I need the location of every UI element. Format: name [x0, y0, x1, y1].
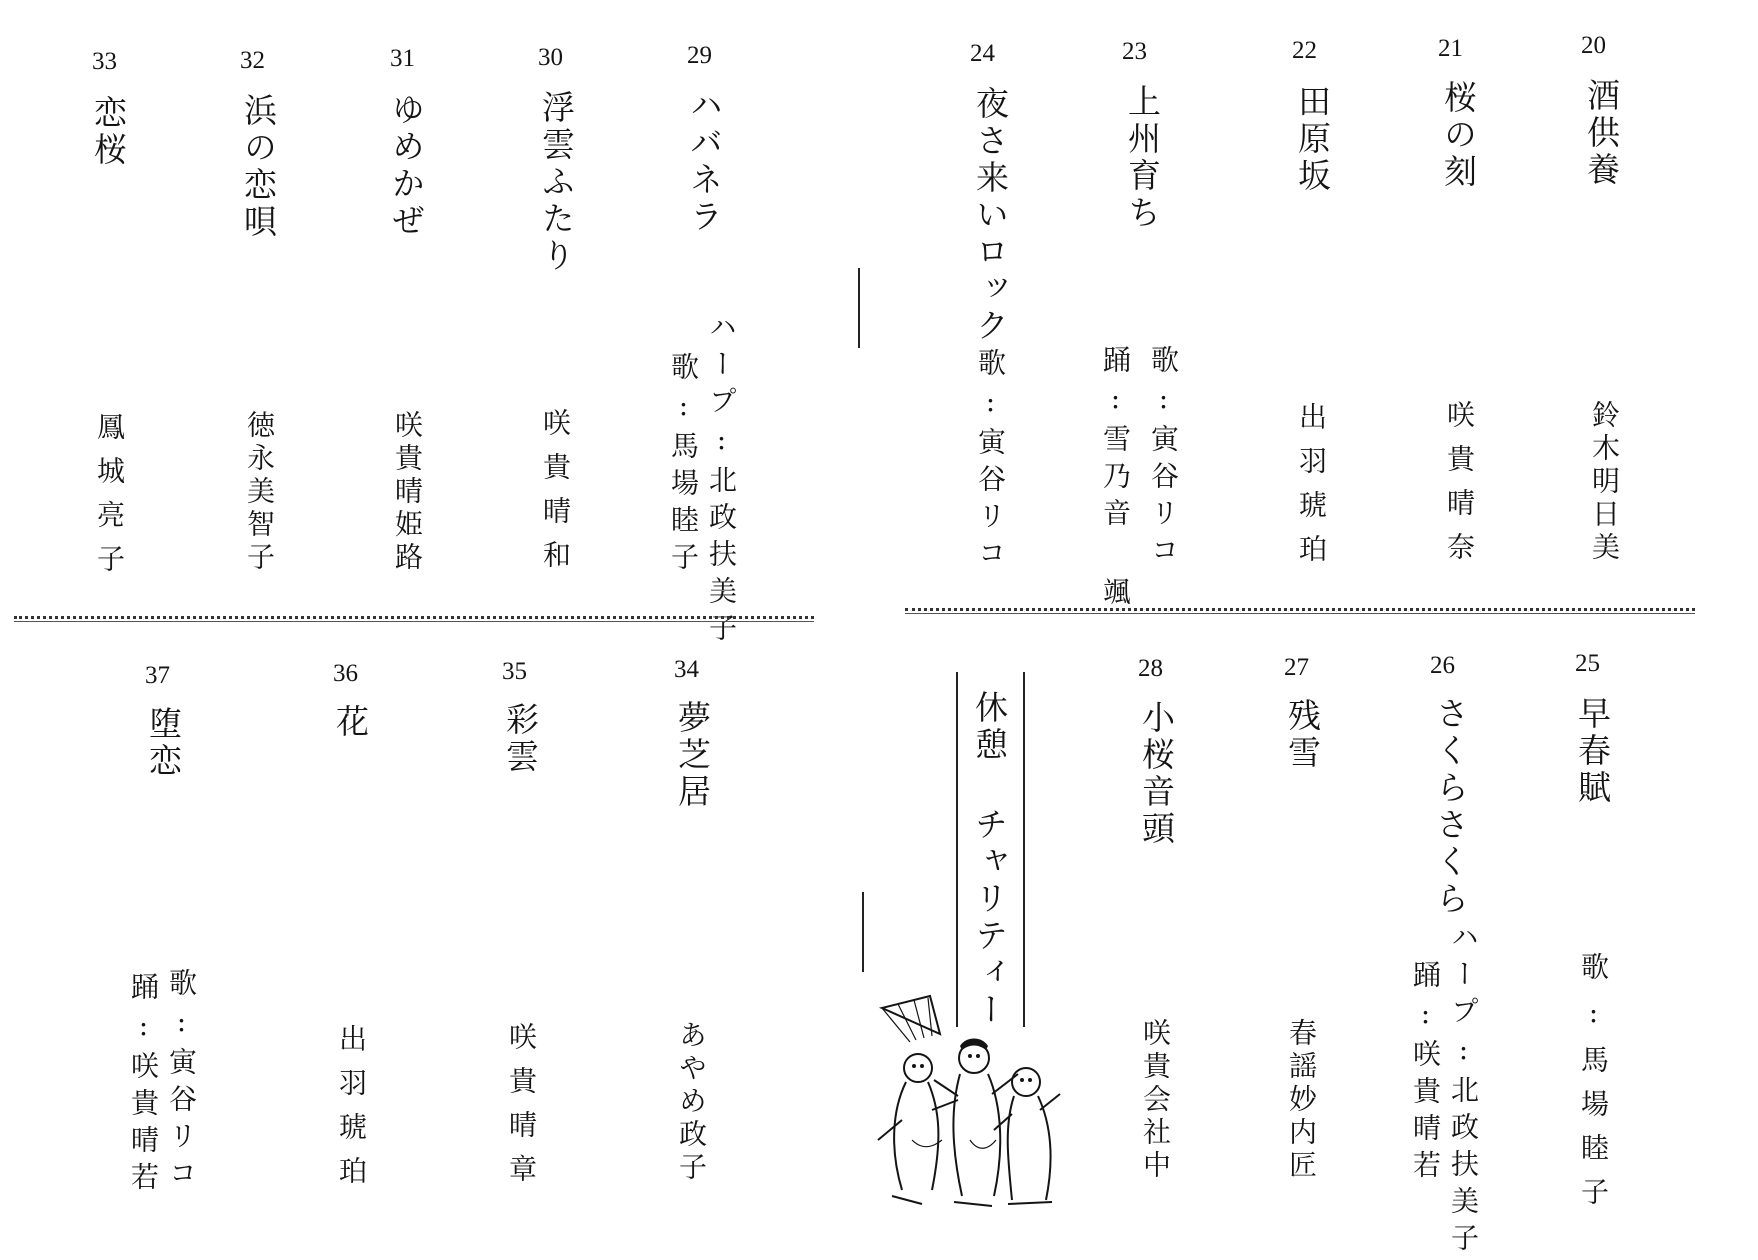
item-performer-line-1: 歌:寅谷リコ	[165, 968, 198, 1195]
item-title: 残雪	[1283, 698, 1322, 772]
item-number: 20	[1581, 32, 1606, 59]
item-title: 夢芝居	[673, 700, 712, 811]
item-performer: あやめ政子	[675, 1020, 708, 1185]
item-number: 37	[145, 662, 170, 689]
bracket-mark-upper	[858, 268, 860, 348]
item-title: 夜さ来いロック	[971, 86, 1010, 345]
item-title: 花	[331, 704, 370, 741]
item-performer: 出羽琥珀	[1295, 402, 1328, 578]
item-performer-line-1: 歌:寅谷リコ	[1147, 345, 1180, 572]
item-number: 28	[1138, 655, 1163, 682]
section-divider-left	[14, 616, 814, 619]
item-number: 24	[970, 40, 995, 67]
item-performer: 徳永美智子	[243, 410, 276, 575]
item-performer: 鳳城亮子	[93, 412, 126, 588]
item-title: 早春賦	[1573, 696, 1612, 807]
item-performer: 咲貴晴和	[539, 408, 572, 584]
item-performer-line-2: 踊:咲貴晴若	[127, 972, 160, 1199]
item-title: 上州育ち	[1123, 84, 1162, 232]
item-title: 堕恋	[144, 706, 183, 780]
item-number: 36	[333, 660, 358, 687]
item-performer: 咲貴晴奈	[1443, 400, 1476, 576]
item-number: 30	[538, 44, 563, 71]
item-title: ゆめかぜ	[387, 92, 426, 240]
item-title: 小桜音頭	[1137, 700, 1176, 848]
item-performer: 咲貴会社中	[1139, 1018, 1172, 1183]
item-title: 浮雲ふたり	[537, 90, 576, 275]
item-number: 34	[674, 656, 699, 683]
item-title: 桜の刻	[1439, 80, 1478, 191]
item-number: 32	[240, 47, 265, 74]
item-title: ハバネラ	[685, 88, 724, 236]
item-number: 33	[92, 48, 117, 75]
item-title: さくらさくら	[1431, 696, 1470, 918]
item-number: 29	[687, 42, 712, 69]
item-performer: 咲貴晴章	[505, 1022, 538, 1198]
item-number: 25	[1575, 650, 1600, 677]
dancers-with-fan-illustration	[862, 990, 1062, 1210]
item-performer: 歌:寅谷リコ	[974, 348, 1007, 575]
item-performer: 鈴木明日美	[1588, 400, 1621, 565]
item-number: 27	[1284, 654, 1309, 681]
item-performer-line-2: 踊:咲貴晴若	[1409, 960, 1442, 1187]
item-title: 恋桜	[89, 95, 128, 169]
item-performer-line-1: ハープ:北政扶美子	[705, 312, 738, 650]
item-performer: 歌:馬場睦子	[1577, 952, 1610, 1221]
bracket-mark-lower	[862, 892, 864, 972]
item-number: 31	[390, 45, 415, 72]
item-number: 26	[1430, 652, 1455, 679]
item-performer: 春謡妙内匠	[1285, 1018, 1318, 1183]
section-divider-right	[905, 608, 1695, 611]
item-title: 田原坂	[1293, 84, 1332, 195]
item-title: 浜の恋唄	[239, 93, 278, 241]
item-performer: 出羽琥珀	[335, 1024, 368, 1200]
item-title: 彩雲	[501, 702, 540, 776]
intermission-box	[956, 672, 1025, 1027]
item-performer-line-2: 歌:馬場睦子	[667, 352, 700, 579]
item-number: 35	[502, 658, 527, 685]
item-number: 22	[1292, 37, 1317, 64]
item-performer-line-1: ハープ:北政扶美子	[1447, 922, 1480, 1260]
item-number: 21	[1438, 35, 1463, 62]
item-title: 酒供養	[1582, 78, 1621, 189]
item-number: 23	[1122, 38, 1147, 65]
item-performer-line-2: 踊:雪乃音 颯	[1099, 345, 1132, 614]
intermission-label: 休憩 チャリティー	[970, 690, 1009, 1029]
item-performer: 咲貴晴姫路	[391, 410, 424, 575]
